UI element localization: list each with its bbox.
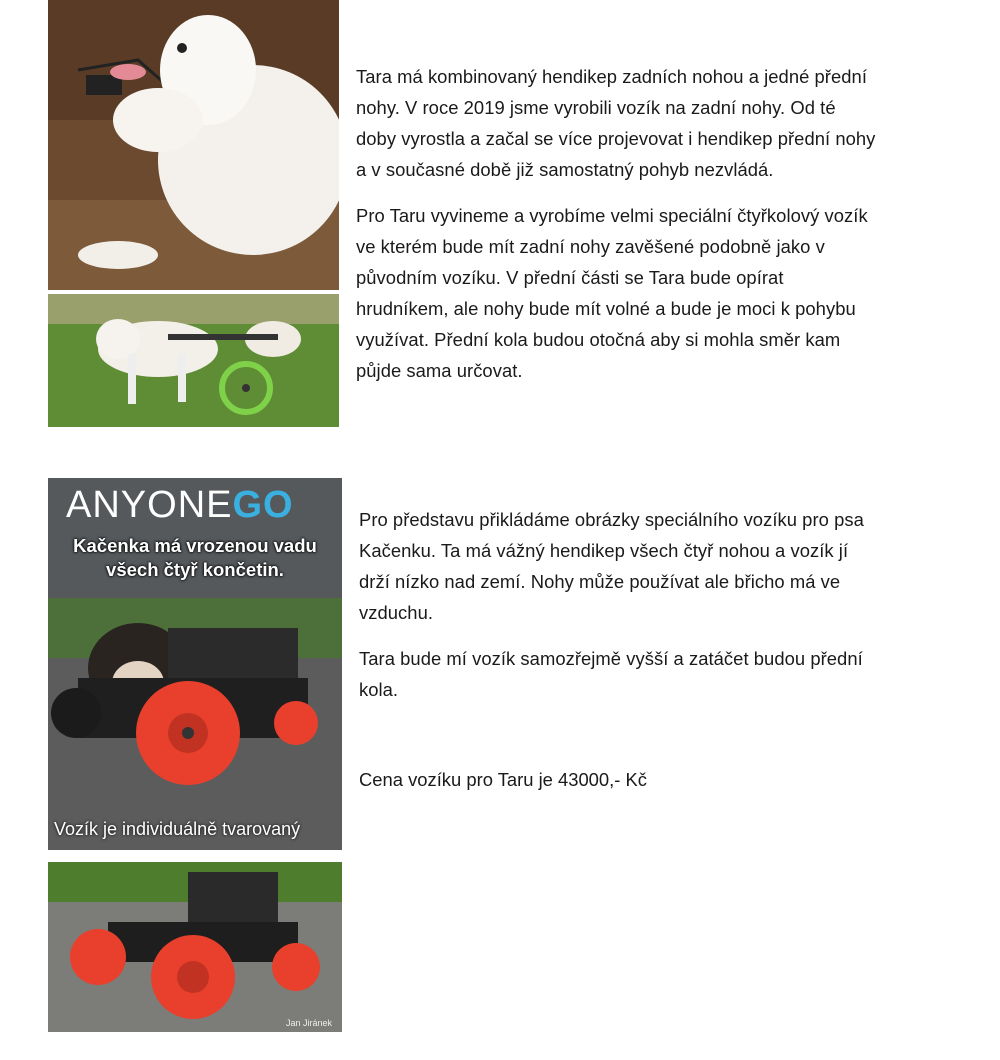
photo-kacenka-cart-promo [48,478,342,850]
price-text: Cena vozíku pro Taru je 43000,- Kč [359,769,647,790]
paragraph-tara-new-cart: Pro Taru vyvineme a vyrobíme velmi speciální čtyřkolový vozík ve kterém bude mít zadní nohy zavěšené podobně jako v původním vozíku. V přední části se Tara bude opírat hrudníkem, ale nohy bude mít volné a bude je moci k pohybu využívat. Přední kola budou otočná aby si mohla směr kam půjde sama určovat. [356,205,868,381]
description-block-kacenka [359,504,879,720]
paragraph-kacenka-example: Pro představu přikládáme obrázky speciálního vozíku pro psa Kačenku. Ta má vážný hendikep všech čtyř nohou a vozík jí drží nízko nad zemí. Nohy může používat ale břicho má ve vzduchu. [359,509,864,623]
promo-caption [48,534,342,582]
promo-caption-line2: všech čtyř končetin. [106,559,284,580]
description-block-tara [356,61,876,401]
paragraph-tara-difference: Tara bude mí vozík samozřejmě vyšší a zatáčet budou přední kola. [359,648,863,700]
photo-tara-wheelchair [48,294,339,427]
photo-empty-cart [48,862,342,1032]
photo-credit: Jan Jiránek [285,1018,332,1028]
paragraph-tara-handicap: Tara má kombinovaný hendikep zadních nohou a jedné přední nohy. V roce 2019 jsme vyrobili vozík na zadní nohy. Od té doby vyrostla a začal se více projevovat i hendikep přední nohy a v současné době již samostatný pohyb nezvládá. [356,66,876,180]
anyonego-logo: ANYONEGO [66,484,294,526]
photo-tara-lying [48,0,339,290]
promo-bottom-caption: Vozík je individuálně tvarovaný [54,819,301,839]
promo-caption-line1: Kačenka má vrozenou vadu [73,535,317,556]
